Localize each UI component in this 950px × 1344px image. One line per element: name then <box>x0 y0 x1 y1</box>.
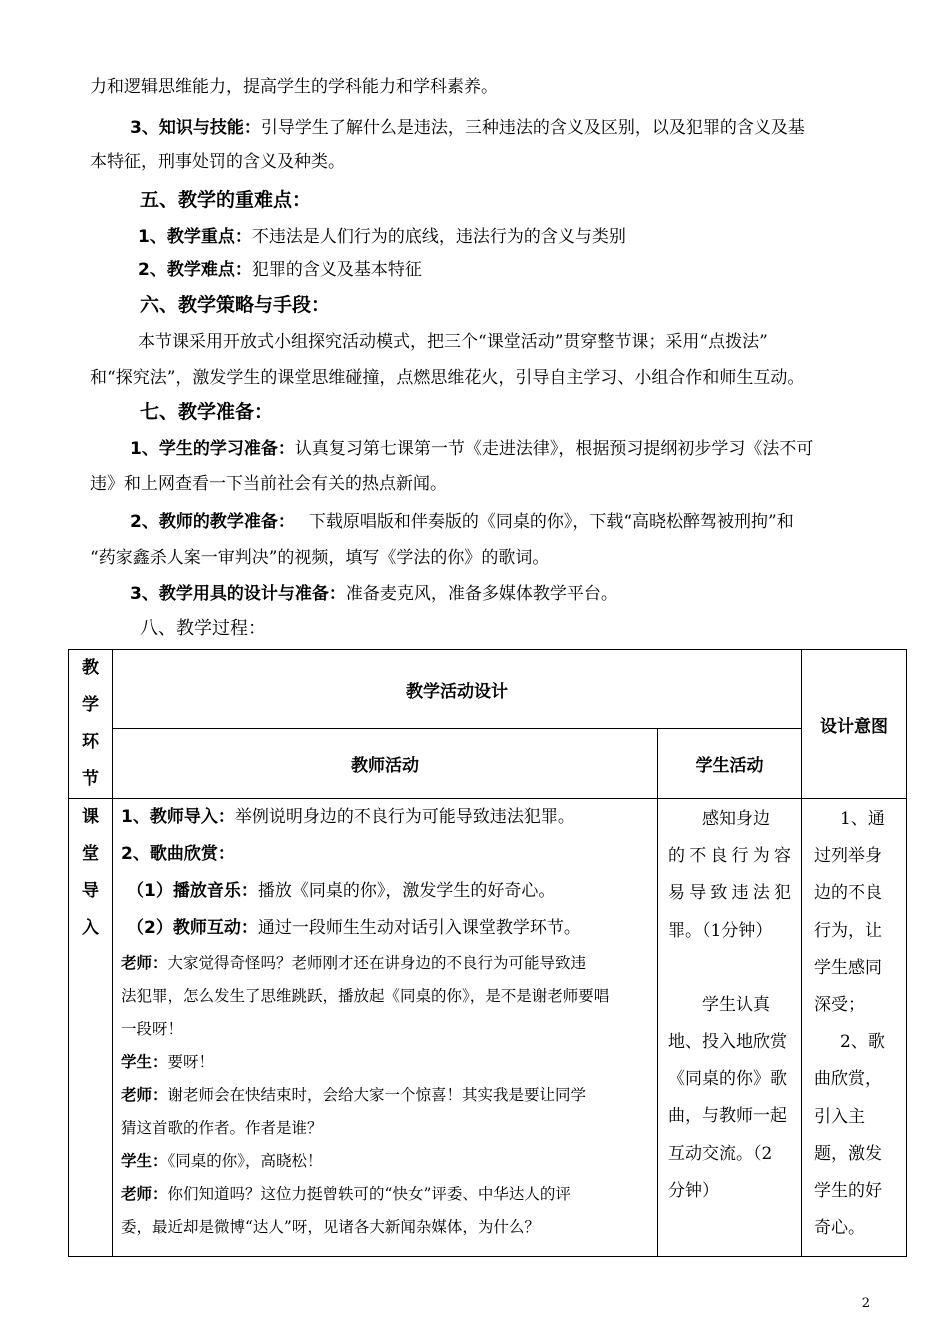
design-intent-cell <box>802 799 907 1257</box>
intent-line: 引入主 <box>814 1106 865 1127</box>
header-teacher-activity: 教师活动 <box>113 729 658 799</box>
strategy-line-2: 和“探究法”，激发学生的课堂思维碰撞，点燃思维花火，引导自主学习、小组合作和师生互动。 <box>90 368 805 388</box>
header-teaching-stage: 教 学 环 节 <box>69 650 113 799</box>
teacher-interaction-line: （2）教师互动：通过一段师生生动对话引入课堂教学环节。 <box>127 918 581 938</box>
student-line: 曲，与教师一起 <box>668 1106 787 1127</box>
student-line: 《同桌的你》歌 <box>668 1069 787 1090</box>
student-line: 地、投入地欣赏 <box>668 1032 787 1053</box>
dialogue-line: 委，最近却是微博“达人”呀，见诸各大新闻杂媒体，为什么？ <box>121 1218 540 1236</box>
teacher-intro-line: 1、教师导入：举例说明身边的不良行为可能导致违法犯罪。 <box>121 807 575 827</box>
student-line: 的不良行为容 <box>668 846 791 867</box>
section-6-heading: 六、教学策略与手段： <box>140 294 331 316</box>
student-preparation-line-2: 违》和上网查看一下当前社会有关的热点新闻。 <box>90 474 447 494</box>
header-design-intent: 设计意图 <box>802 650 907 799</box>
section-8-heading: 八、教学过程： <box>140 618 266 639</box>
teaching-process-table <box>68 649 907 1257</box>
student-line: 易导致违法犯 <box>668 883 791 904</box>
intent-line: 题，激发 <box>814 1143 882 1164</box>
intent-line: 行为，让 <box>814 920 882 941</box>
knowledge-skill-paragraph: 3、知识与技能：引导学生了解什么是违法，三种违法的含义及区别，以及犯罪的含义及基 <box>130 118 805 138</box>
page-number: 2 <box>861 1296 870 1311</box>
intent-line: 学生感同 <box>814 957 882 978</box>
student-preparation: 1、学生的学习准备：认真复习第七课第一节《走进法律》，根据预习提纲初步学习《法不可 <box>130 439 814 459</box>
teacher-preparation: 2、教师的教学准备： 下载原唱版和伴奏版的《同桌的你》，下载“高晓松醉驾被刑拘”和 <box>130 512 794 532</box>
difficult-point: 2、教学难点：犯罪的含义及基本特征 <box>138 260 422 280</box>
stage-class-introduction: 课 堂 导 入 <box>69 799 113 1257</box>
intent-line: 深受； <box>814 995 865 1016</box>
teacher-preparation-line-2: “药家鑫杀人案一审判决”的视频，填写《学法的你》的歌词。 <box>90 548 550 568</box>
song-appreciation-line: 2、歌曲欣赏： <box>121 844 235 864</box>
intent-line: 曲欣赏， <box>814 1069 882 1090</box>
student-line: 学生认真 <box>702 994 770 1015</box>
dialogue-line: 一段呀！ <box>121 1020 184 1038</box>
teacher-activity-cell <box>113 799 658 1257</box>
dialogue-line: 老师：你们知道吗？这位力挺曾轶可的“快女”评委、中华达人的评 <box>121 1185 571 1203</box>
dialogue-line: 猜这首歌的作者。作者是谁？ <box>121 1119 323 1137</box>
header-student-activity: 学生活动 <box>658 729 802 799</box>
student-line: 感知身边 <box>702 809 770 829</box>
student-line: 分钟） <box>668 1180 719 1201</box>
intent-line: 2、歌 <box>840 1032 885 1053</box>
dialogue-line: 学生：《同桌的你》，高晓松！ <box>121 1152 323 1170</box>
play-music-line: （1）播放音乐：播放《同桌的你》，激发学生的好奇心。 <box>127 881 556 901</box>
dialogue-line: 法犯罪，怎么发生了思维跳跃，播放起《同桌的你》，是不是谢老师要唱 <box>121 987 610 1005</box>
section-7-heading: 七、教学准备： <box>140 401 274 423</box>
header-activity-design: 教学活动设计 <box>113 650 802 729</box>
teaching-tools: 3、教学用具的设计与准备：准备麦克风，准备多媒体教学平台。 <box>130 584 618 604</box>
intent-line: 过列举身 <box>814 846 882 867</box>
dialogue-line: 老师：谢老师会在快结束时，会给大家一个惊喜！其实我是要让同学 <box>121 1086 587 1104</box>
intent-line: 1、通 <box>840 809 885 829</box>
key-point: 1、教学重点：不违法是人们行为的底线，违法行为的含义与类别 <box>138 227 626 247</box>
strategy-line-1: 本节课采用开放式小组探究活动模式，把三个“课堂活动”贯穿整节课；采用“点拨法” <box>138 332 768 352</box>
knowledge-skill-line-2: 本特征，刑事处罚的含义及种类。 <box>90 152 345 172</box>
student-line: 互动交流。（2 <box>668 1143 773 1164</box>
student-activity-cell <box>658 799 802 1257</box>
section-5-heading: 五、教学的重难点： <box>140 189 312 211</box>
intro-line-1: 力和逻辑思维能力，提高学生的学科能力和学科素养。 <box>90 77 498 97</box>
intent-line: 奇心。 <box>814 1218 865 1239</box>
intent-line: 边的不良 <box>814 883 882 904</box>
dialogue-line: 学生：要呀！ <box>121 1053 215 1071</box>
student-line: 罪。（1分钟） <box>668 920 773 941</box>
intent-line: 学生的好 <box>814 1181 882 1202</box>
dialogue-line: 老师：大家觉得奇怪吗？老师刚才还在讲身边的不良行为可能导致违 <box>121 954 587 972</box>
